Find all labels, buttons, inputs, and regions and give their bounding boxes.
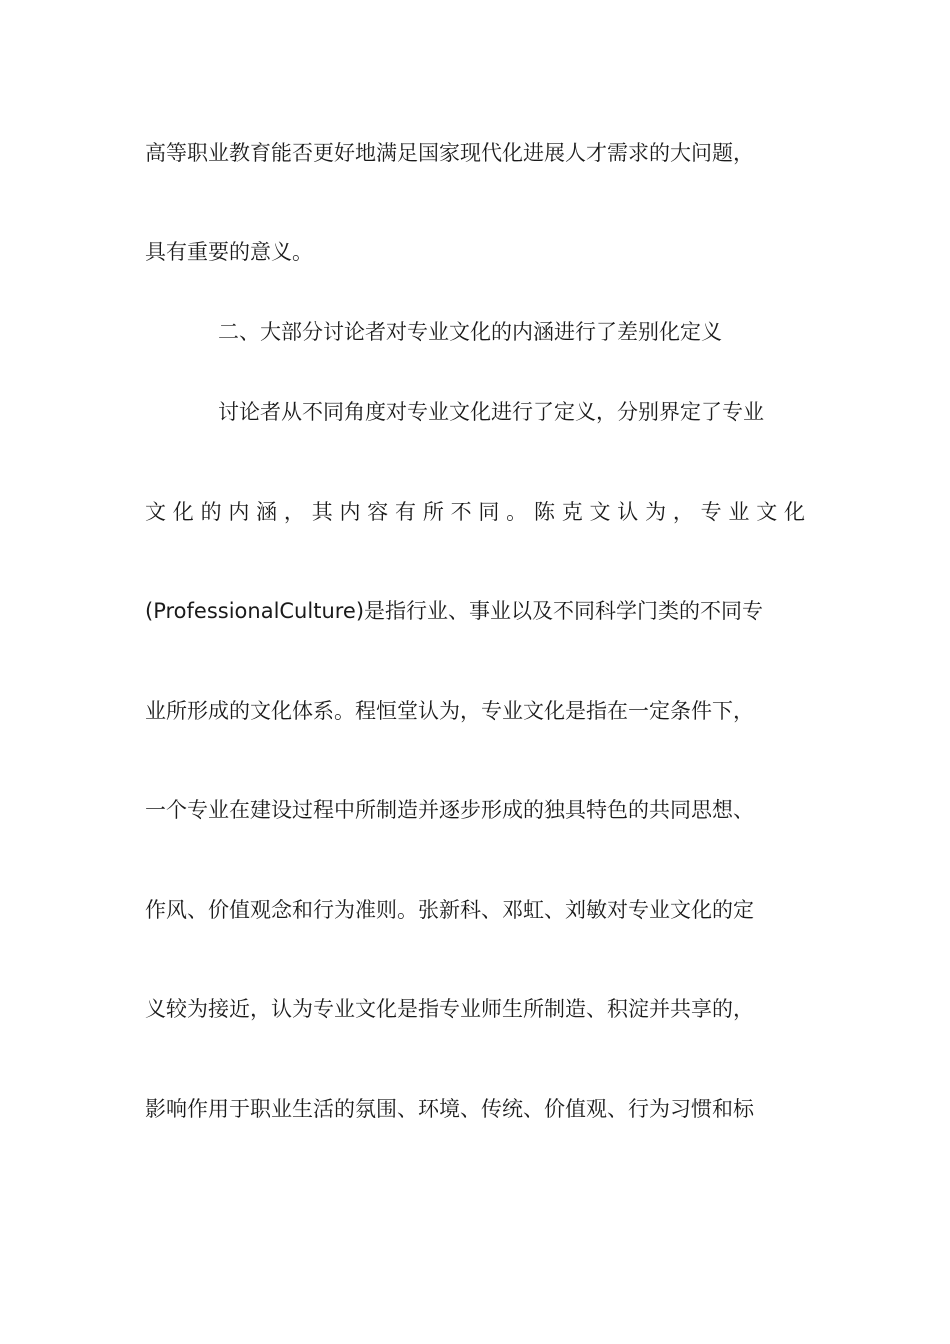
paragraph-line: 业所形成的文化体系。程恒堂认为，专业文化是指在一定条件下， [145, 699, 754, 723]
justified-char: ， [283, 500, 305, 524]
justified-char: 为 [645, 500, 667, 524]
justified-char: 其 [311, 500, 333, 524]
section-heading: 二、大部分讨论者对专业文化的内涵进行了差别化定义 [218, 320, 722, 344]
justified-char: 陈 [533, 500, 555, 524]
justified-char: 认 [617, 500, 639, 524]
paragraph-line: 影响作用于职业生活的氛围、环境、传统、价值观、行为习惯和标 [145, 1097, 754, 1121]
justified-char: 不 [450, 500, 472, 524]
justified-char: 专 [700, 500, 722, 524]
justified-char: 。 [506, 500, 528, 524]
justified-char: 文 [756, 500, 778, 524]
paragraph-line: 具有重要的意义。 [145, 240, 313, 264]
justified-char: 同 [478, 500, 500, 524]
justified-char: 文 [589, 500, 611, 524]
justified-char: 业 [728, 500, 750, 524]
justified-char: 化 [172, 500, 194, 524]
justified-char: 有 [395, 500, 417, 524]
paragraph-line: 一个专业在建设过程中所制造并逐步形成的独具特色的共同思想、 [145, 798, 754, 822]
justified-char: 克 [561, 500, 583, 524]
justified-char: ， [672, 500, 694, 524]
paragraph-line: 作风、价值观念和行为准则。张新科、邓虹、刘敏对专业文化的定 [145, 898, 754, 922]
paragraph-line [145, 498, 805, 526]
justified-char: 内 [228, 500, 250, 524]
justified-char: 所 [422, 500, 444, 524]
justified-char: 的 [200, 500, 222, 524]
justified-char: 涵 [256, 500, 278, 524]
justified-char: 化 [783, 500, 805, 524]
paragraph-line: (ProfessionalCulture)是指行业、事业以及不同科学门类的不同专 [145, 599, 764, 623]
justified-char: 容 [367, 500, 389, 524]
paragraph-line: 高等职业教育能否更好地满足国家现代化进展人才需求的大问题， [145, 141, 754, 165]
justified-char: 内 [339, 500, 361, 524]
paragraph-line: 义较为接近，认为专业文化是指专业师生所制造、积淀并共享的， [145, 997, 754, 1021]
justified-char: 文 [145, 500, 166, 524]
paragraph-line: 讨论者从不同角度对专业文化进行了定义，分别界定了专业 [218, 400, 764, 424]
